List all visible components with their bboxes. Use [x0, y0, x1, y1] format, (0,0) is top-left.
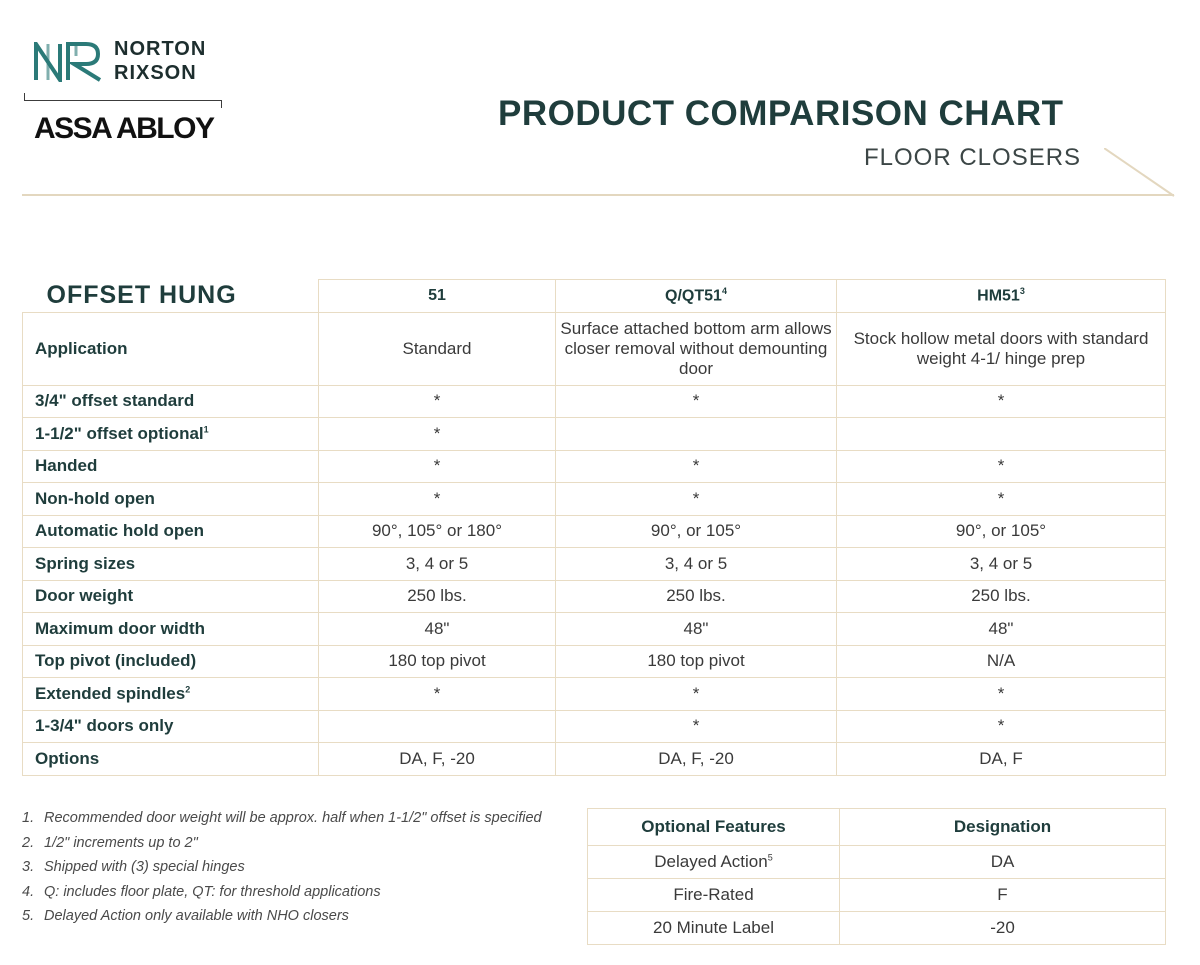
table-cell: 90°, or 105° — [837, 515, 1166, 548]
table-cell: DA, F, -20 — [556, 743, 837, 776]
row-label: Spring sizes — [23, 548, 319, 581]
designation-cell: -20 — [840, 912, 1166, 945]
header-divider — [22, 194, 1174, 196]
table-cell: * — [556, 678, 837, 711]
row-label: Handed — [23, 450, 319, 483]
table-cell: Stock hollow metal doors with standard weight 4-1/ hinge prep — [837, 312, 1166, 385]
page-title: PRODUCT COMPARISON CHART — [498, 94, 1064, 133]
table-cell — [837, 418, 1166, 451]
nr-logo-mark-icon — [34, 42, 106, 82]
row-label: Door weight — [23, 580, 319, 613]
optional-features-table — [587, 808, 1166, 945]
table-cell: * — [837, 385, 1166, 418]
table-section-title: OFFSET HUNG — [23, 280, 319, 313]
brand-norton: NORTON — [114, 38, 207, 60]
footnote-item: 5. Delayed Action only available with NHO closers — [22, 908, 349, 924]
table-row — [23, 450, 1166, 483]
row-label: Non-hold open — [23, 483, 319, 516]
table-cell: 250 lbs. — [556, 580, 837, 613]
table-cell: * — [556, 483, 837, 516]
table-cell: 90°, or 105° — [556, 515, 837, 548]
row-label: 1-1/2" offset optional$^1$ — [23, 418, 319, 451]
table-cell: 3, 4 or 5 — [556, 548, 837, 581]
table-cell: 48" — [837, 613, 1166, 646]
page-subtitle: FLOOR CLOSERS — [864, 144, 1082, 171]
table-row — [23, 743, 1166, 776]
footnote-item: 2. 1/2" increments up to 2" — [22, 834, 198, 851]
row-label: Options — [23, 743, 319, 776]
column-header-hm51: $HM51^3$ — [837, 280, 1166, 313]
table-cell: 3, 4 or 5 — [319, 548, 556, 581]
table-cell: * — [837, 483, 1166, 516]
table-cell: 90°, 105° or 180° — [319, 515, 556, 548]
row-label: Extended spindles$^2$ — [23, 678, 319, 711]
optional-row — [588, 879, 1166, 912]
table-cell: * — [837, 678, 1166, 711]
table-cell: * — [556, 385, 837, 418]
table-cell: 48" — [556, 613, 837, 646]
table-cell: 180 top pivot — [556, 645, 837, 678]
table-row — [23, 613, 1166, 646]
optional-header-row — [588, 809, 1166, 846]
table-cell: * — [319, 418, 556, 451]
row-label: Top pivot (included) — [23, 645, 319, 678]
table-cell: DA, F — [837, 743, 1166, 776]
column-header-q-qt51: $Q/QT51^4$ — [556, 280, 837, 313]
comparison-header-row — [23, 280, 1166, 313]
table-row — [23, 385, 1166, 418]
table-cell: * — [837, 710, 1166, 743]
table-cell — [319, 710, 556, 743]
table-cell: 3, 4 or 5 — [837, 548, 1166, 581]
table-row — [23, 710, 1166, 743]
norton-rixson-logo — [34, 38, 234, 148]
brand-rixson: RIXSON — [114, 62, 197, 84]
table-row — [23, 515, 1166, 548]
designation-cell: F — [840, 879, 1166, 912]
footnotes-list — [22, 806, 582, 929]
table-row — [23, 312, 1166, 385]
table-row — [23, 678, 1166, 711]
table-cell: * — [837, 450, 1166, 483]
optional-row — [588, 912, 1166, 945]
comparison-table — [22, 279, 1166, 776]
table-cell: Standard — [319, 312, 556, 385]
logo-divider — [24, 100, 222, 101]
table-row — [23, 580, 1166, 613]
brand-assa-abloy: ASSA ABLOY — [34, 112, 214, 145]
optional-features-header: Optional Features — [588, 809, 840, 846]
table-cell: * — [556, 710, 837, 743]
table-row — [23, 645, 1166, 678]
row-label: Maximum door width — [23, 613, 319, 646]
table-row — [23, 483, 1166, 516]
table-cell: 180 top pivot — [319, 645, 556, 678]
designation-header: Designation — [840, 809, 1166, 846]
footnote-item: 3. Shipped with (3) special hinges — [22, 859, 245, 875]
table-cell: 48" — [319, 613, 556, 646]
table-cell: DA, F, -20 — [319, 743, 556, 776]
designation-cell: DA — [840, 846, 1166, 879]
table-row — [23, 418, 1166, 451]
feature-cell: Delayed Action$^5$ — [588, 846, 840, 879]
row-label: Automatic hold open — [23, 515, 319, 548]
table-cell: * — [319, 450, 556, 483]
table-cell: * — [319, 678, 556, 711]
column-header-51: 51 — [319, 280, 556, 313]
feature-cell: Fire-Rated — [588, 879, 840, 912]
table-cell — [556, 418, 837, 451]
feature-cell: 20 Minute Label — [588, 912, 840, 945]
footnote-item: 1. Recommended door weight will be approx. half when 1-1/2" offset is specified — [22, 810, 542, 826]
optional-row — [588, 846, 1166, 879]
table-cell: N/A — [837, 645, 1166, 678]
table-row — [23, 548, 1166, 581]
row-label: Application — [23, 312, 319, 385]
table-cell: 250 lbs. — [837, 580, 1166, 613]
row-label: 1-3/4" doors only — [23, 710, 319, 743]
table-cell: * — [556, 450, 837, 483]
table-cell: * — [319, 483, 556, 516]
table-cell: Surface attached bottom arm allows closer removal without demounting door — [556, 312, 837, 385]
table-cell: * — [319, 385, 556, 418]
footnote-item: 4. Q: includes floor plate, QT: for threshold applications — [22, 883, 381, 900]
header-diagonal-accent — [1104, 148, 1184, 198]
row-label: 3/4" offset standard — [23, 385, 319, 418]
table-cell: 250 lbs. — [319, 580, 556, 613]
logo-rule-tick-right — [221, 100, 222, 108]
